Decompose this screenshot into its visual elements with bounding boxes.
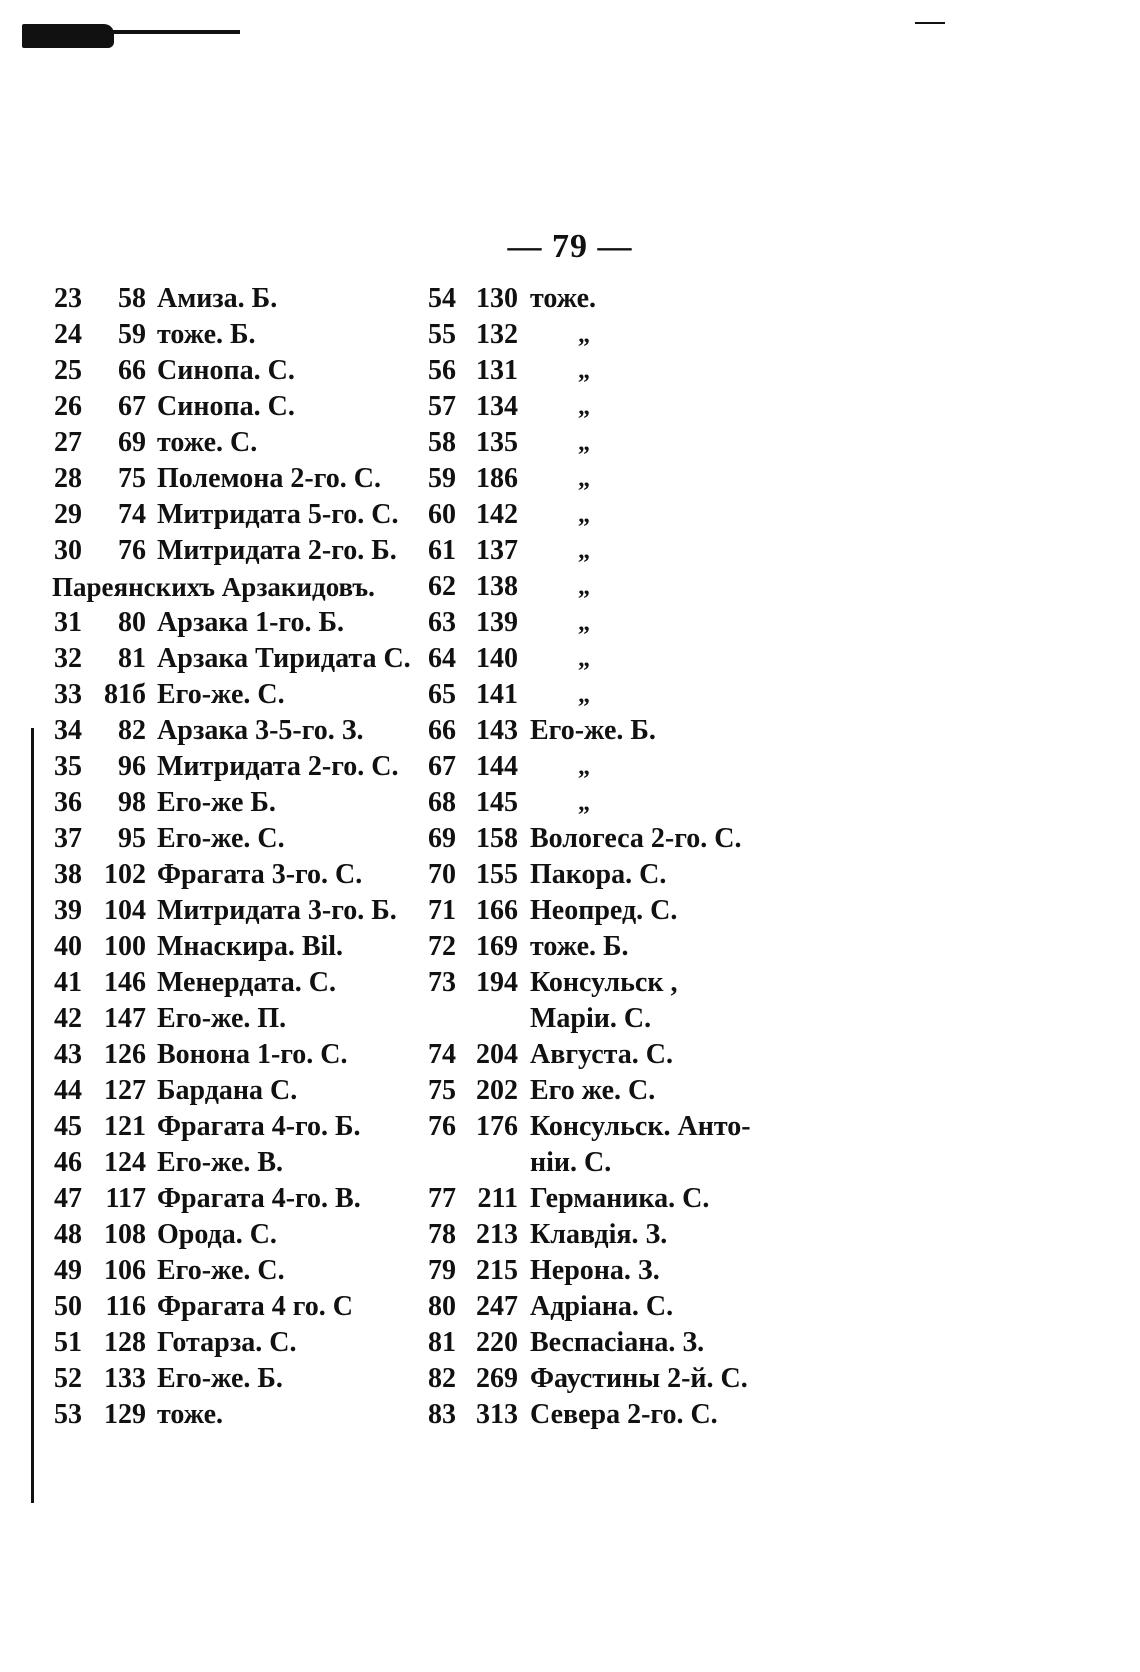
coin-description: Амиза. Б.	[157, 283, 278, 314]
coin-description: Неопред. С.	[530, 895, 678, 926]
item-number: 75	[428, 1075, 456, 1106]
section-heading: Пареянскихъ Арзакидовъ.	[52, 572, 375, 602]
catalog-number: 194	[476, 967, 518, 998]
coin-description: Севера 2-го. С.	[530, 1399, 718, 1430]
ditto-mark: „	[578, 430, 590, 456]
coin-description: Бардана С.	[157, 1075, 298, 1106]
catalog-number: 75	[118, 463, 146, 494]
item-number: 64	[428, 643, 456, 674]
catalog-number: 117	[105, 1183, 146, 1214]
catalog-number: 82	[118, 715, 146, 746]
coin-description: Августа. С.	[530, 1039, 673, 1070]
item-number: 47	[54, 1183, 82, 1214]
catalog-number: 127	[104, 1075, 146, 1106]
coin-description: Вонона 1-го. С.	[157, 1039, 348, 1070]
table-row	[0, 820, 1140, 858]
ditto-mark: „	[578, 646, 590, 672]
coin-description: Его-же Б.	[157, 787, 276, 818]
item-number: 78	[428, 1219, 456, 1250]
coin-description: Синопа. С.	[157, 391, 295, 422]
ditto-mark: „	[578, 394, 590, 420]
item-number: 70	[428, 859, 456, 890]
catalog-number: 59	[118, 319, 146, 350]
item-number: 65	[428, 679, 456, 710]
item-number: 36	[54, 787, 82, 818]
ditto-mark: „	[578, 790, 590, 816]
item-number: 32	[54, 643, 82, 674]
item-number: 57	[428, 391, 456, 422]
catalog-number: 81б	[104, 679, 146, 710]
coin-description: Митридата 5-го. С.	[157, 499, 399, 530]
ditto-mark: „	[578, 466, 590, 492]
item-number: 44	[54, 1075, 82, 1106]
item-number: 48	[54, 1219, 82, 1250]
catalog-number: 141	[476, 679, 518, 710]
table-row	[0, 928, 1140, 966]
table-row	[0, 712, 1140, 750]
item-number: 27	[54, 427, 82, 458]
coin-description: Полемона 2-го. С.	[157, 463, 381, 494]
coin-description: Фаустины 2-й. С.	[530, 1363, 748, 1394]
catalog-number: 106	[104, 1255, 146, 1286]
catalog-number: 169	[476, 931, 518, 962]
item-number: 52	[54, 1363, 82, 1394]
coin-description: Фрагата 3-го. С.	[157, 859, 363, 890]
table-row	[0, 388, 1140, 426]
catalog-number: 131	[476, 355, 518, 386]
coin-description: Пакора. С.	[530, 859, 667, 890]
coin-description: Нерона. З.	[530, 1255, 660, 1286]
coin-description: Орода. С.	[157, 1219, 277, 1250]
item-number: 76	[428, 1111, 456, 1142]
coin-description: Его-же. Б.	[157, 1363, 283, 1394]
table-row	[0, 316, 1140, 354]
table-row	[0, 1036, 1140, 1074]
coin-description: Фрагата 4 го. С	[157, 1291, 353, 1322]
catalog-number: 124	[104, 1147, 146, 1178]
item-number: 46	[54, 1147, 82, 1178]
item-number: 30	[54, 535, 82, 566]
table-row	[0, 1072, 1140, 1110]
ditto-mark: „	[578, 322, 590, 348]
item-number: 39	[54, 895, 82, 926]
catalog-number: 81	[118, 643, 146, 674]
catalog-number: 211	[477, 1183, 518, 1214]
item-number: 45	[54, 1111, 82, 1142]
item-number: 54	[428, 283, 456, 314]
coin-description: Его-же. В.	[157, 1147, 284, 1178]
item-number: 29	[54, 499, 82, 530]
catalog-number: 133	[104, 1363, 146, 1394]
catalog-number: 134	[476, 391, 518, 422]
catalog-number: 138	[476, 571, 518, 602]
catalog-number: 147	[104, 1003, 146, 1034]
table-row	[0, 856, 1140, 894]
item-number: 41	[54, 967, 82, 998]
ditto-mark: „	[578, 682, 590, 708]
catalog-number: 69	[118, 427, 146, 458]
catalog-number: 139	[476, 607, 518, 638]
catalog-number: 58	[118, 283, 146, 314]
item-number: 72	[428, 931, 456, 962]
catalog-number: 108	[104, 1219, 146, 1250]
item-number: 68	[428, 787, 456, 818]
item-number: 43	[54, 1039, 82, 1070]
catalog-number: 202	[476, 1075, 518, 1106]
item-number: 31	[54, 607, 82, 638]
catalog-number: 166	[476, 895, 518, 926]
table-row	[0, 1180, 1140, 1218]
catalog-number: 98	[118, 787, 146, 818]
table-row	[0, 748, 1140, 786]
item-number: 23	[54, 283, 82, 314]
catalog-number: 215	[476, 1255, 518, 1286]
table-row	[0, 1360, 1140, 1398]
coin-description: Готарза. С.	[157, 1327, 297, 1358]
coin-description: Мнаскира. Bil.	[157, 931, 344, 962]
item-number: 83	[428, 1399, 456, 1430]
table-row	[0, 964, 1140, 1002]
item-number: 71	[428, 895, 456, 926]
item-number: 55	[428, 319, 456, 350]
coin-description: Его-же. С.	[157, 1255, 285, 1286]
catalog-number: 96	[118, 751, 146, 782]
item-number: 35	[54, 751, 82, 782]
table-row	[0, 640, 1140, 678]
ditto-mark: „	[578, 502, 590, 528]
coin-description: Германика. С.	[530, 1183, 710, 1214]
catalog-number: 176	[476, 1111, 518, 1142]
catalog-number: 204	[476, 1039, 518, 1070]
coin-description: Его-же. П.	[157, 1003, 287, 1034]
item-number: 69	[428, 823, 456, 854]
table-row	[0, 604, 1140, 642]
rule-top-right	[915, 22, 945, 24]
table-row	[0, 568, 1140, 606]
catalog-number: 146	[104, 967, 146, 998]
coin-description: ніи. С.	[530, 1147, 612, 1178]
item-number: 73	[428, 967, 456, 998]
item-number: 60	[428, 499, 456, 530]
table-row	[0, 1216, 1140, 1254]
table-row	[0, 460, 1140, 498]
item-number: 42	[54, 1003, 82, 1034]
catalog-number: 100	[104, 931, 146, 962]
catalog-number: 116	[105, 1291, 146, 1322]
coin-description: Вологеса 2-го. С.	[530, 823, 742, 854]
item-number: 34	[54, 715, 82, 746]
catalog-number: 135	[476, 427, 518, 458]
catalog-number: 247	[476, 1291, 518, 1322]
coin-description: тоже. Б.	[157, 319, 256, 350]
coin-description: Арзака 1-го. Б.	[157, 607, 344, 638]
coin-description: Синопа. С.	[157, 355, 295, 386]
table-row	[0, 1108, 1140, 1146]
coin-description: Веспасіана. З.	[530, 1327, 705, 1358]
coin-description: Его же. С.	[530, 1075, 656, 1106]
item-number: 38	[54, 859, 82, 890]
catalog-number: 142	[476, 499, 518, 530]
catalog-number: 313	[476, 1399, 518, 1430]
item-number: 33	[54, 679, 82, 710]
table-row	[0, 1396, 1140, 1434]
catalog-number: 74	[118, 499, 146, 530]
catalog-number: 140	[476, 643, 518, 674]
catalog-number: 145	[476, 787, 518, 818]
item-number: 56	[428, 355, 456, 386]
ditto-mark: „	[578, 574, 590, 600]
catalog-number: 95	[118, 823, 146, 854]
coin-description: тоже. Б.	[530, 931, 629, 962]
item-number: 82	[428, 1363, 456, 1394]
table-row	[0, 1288, 1140, 1326]
catalog-number: 76	[118, 535, 146, 566]
catalog-number: 121	[104, 1111, 146, 1142]
ditto-mark: „	[578, 610, 590, 636]
item-number: 25	[54, 355, 82, 386]
item-number: 51	[54, 1327, 82, 1358]
item-number: 58	[428, 427, 456, 458]
coin-description: Арзака Тиридата С.	[157, 643, 411, 674]
catalog-number: 137	[476, 535, 518, 566]
item-number: 59	[428, 463, 456, 494]
table-row	[0, 496, 1140, 534]
catalog-number: 80	[118, 607, 146, 638]
catalog-number: 67	[118, 391, 146, 422]
item-number: 61	[428, 535, 456, 566]
coin-description: тоже.	[530, 283, 597, 314]
coin-description: Его-же. Б.	[530, 715, 656, 746]
catalog-number: 155	[476, 859, 518, 890]
coin-description: Митридата 3-го. Б.	[157, 895, 397, 926]
table-row	[0, 424, 1140, 462]
item-number: 79	[428, 1255, 456, 1286]
table-row	[0, 1324, 1140, 1362]
catalog-number: 213	[476, 1219, 518, 1250]
coin-description: Фрагата 4-го. В.	[157, 1183, 361, 1214]
coin-description: Его-же. С.	[157, 679, 285, 710]
table-row	[0, 532, 1140, 570]
catalog-number: 128	[104, 1327, 146, 1358]
catalog-number: 104	[104, 895, 146, 926]
coin-description: тоже. С.	[157, 427, 258, 458]
table-row	[0, 1252, 1140, 1290]
catalog-number: 269	[476, 1363, 518, 1394]
item-number: 37	[54, 823, 82, 854]
item-number: 74	[428, 1039, 456, 1070]
coin-description: Консульск ,	[530, 967, 678, 998]
coin-description: Митридата 2-го. С.	[157, 751, 399, 782]
catalog-number: 132	[476, 319, 518, 350]
item-number: 40	[54, 931, 82, 962]
ditto-mark: „	[578, 538, 590, 564]
coin-description: Фрагата 4-го. Б.	[157, 1111, 361, 1142]
ink-smudge-top-left	[22, 24, 114, 48]
item-number: 24	[54, 319, 82, 350]
item-number: 66	[428, 715, 456, 746]
coin-description: Менердата. С.	[157, 967, 337, 998]
item-number: 28	[54, 463, 82, 494]
table-row	[0, 784, 1140, 822]
catalog-number: 126	[104, 1039, 146, 1070]
item-number: 53	[54, 1399, 82, 1430]
table-row	[0, 280, 1140, 318]
ditto-mark: „	[578, 358, 590, 384]
catalog-number: 220	[476, 1327, 518, 1358]
catalog-number: 143	[476, 715, 518, 746]
catalog-number: 129	[104, 1399, 146, 1430]
ink-streak-top-left	[110, 30, 240, 34]
coin-description: Митридата 2-го. Б.	[157, 535, 397, 566]
coin-description: Консульск. Анто-	[530, 1111, 751, 1142]
table-row	[0, 1144, 1140, 1182]
item-number: 50	[54, 1291, 82, 1322]
catalog-number: 102	[104, 859, 146, 890]
table-row	[0, 892, 1140, 930]
item-number: 67	[428, 751, 456, 782]
table-row	[0, 676, 1140, 714]
item-number: 80	[428, 1291, 456, 1322]
coin-description: Его-же. С.	[157, 823, 285, 854]
coin-description: тоже.	[157, 1399, 224, 1430]
table-row	[0, 1000, 1140, 1038]
item-number: 49	[54, 1255, 82, 1286]
ditto-mark: „	[578, 754, 590, 780]
coin-description: Адріана. С.	[530, 1291, 674, 1322]
item-number: 63	[428, 607, 456, 638]
catalog-number: 186	[476, 463, 518, 494]
catalog-number: 66	[118, 355, 146, 386]
catalog-number: 130	[476, 283, 518, 314]
coin-description: Маріи. С.	[530, 1003, 652, 1034]
item-number: 26	[54, 391, 82, 422]
table-row	[0, 352, 1140, 390]
coin-description: Арзака 3-5-го. З.	[157, 715, 364, 746]
catalog-number: 144	[476, 751, 518, 782]
coin-description: Клавдія. З.	[530, 1219, 668, 1250]
item-number: 81	[428, 1327, 456, 1358]
page-number: — 79 —	[507, 228, 633, 265]
item-number: 62	[428, 571, 456, 602]
item-number: 77	[428, 1183, 456, 1214]
catalog-number: 158	[476, 823, 518, 854]
